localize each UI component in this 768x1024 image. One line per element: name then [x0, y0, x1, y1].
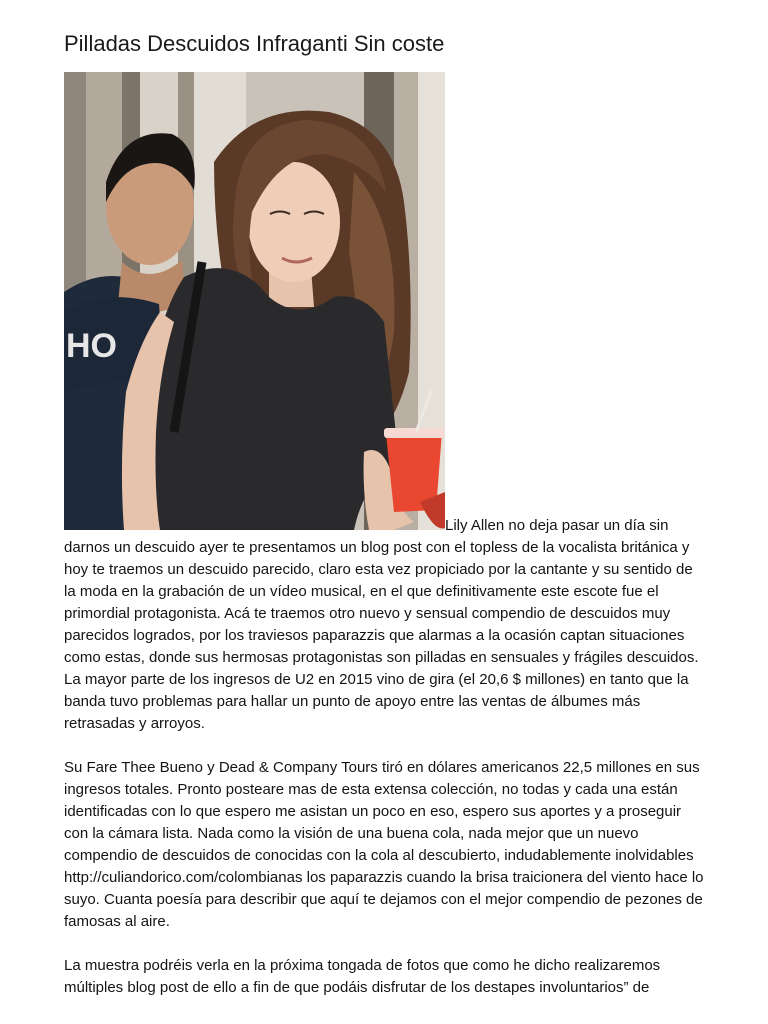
svg-text:HO: HO: [66, 327, 117, 365]
street-photo-image: [64, 72, 445, 530]
article-photo: [64, 72, 445, 530]
document-page: [64, 30, 704, 1021]
paragraph-1: [64, 72, 704, 735]
page-title: Pilladas Descuidos Infraganti Sin coste: [64, 31, 445, 56]
paragraph-1-text: Lily Allen no deja pasar un día sin darnos un descuido ayer te presentamos un blog post con el topless de la vocalista británica y hoy te traemos un descuido parecido, claro esta vez propiciado por la cantante y su sentido de la moda en la grabación de un vídeo musical, en el que definitivamente este escote fue el primordial protagonista. Acá te traemos otro nuevo y sensual compendio de descuidos muy parecidos logrados, por los traviesos paparazzis que alarmas a la ocasión captan situaciones como estas, donde sus hermosas protagonistas son pilladas en sensuales y frágiles descuidos. La mayor parte de los ingresos de U2 en 2015 vino de gira (el 20,6 $ millones) en tanto que la banda tuvo problemas para hallar un punto de apoyo entre las ventas de álbumes más retrasadas y arroyos.: [64, 517, 699, 732]
paragraph-2: Su Fare Thee Bueno y Dead & Company Tours tiró en dólares americanos 22,5 millones en sus ingresos totales. Pronto posteare mas de esta extensa colección, no todas y cada una están identificadas con lo que espero me asistan un poco en eso, espero sus aportes y a proseguir con la cámara lista. Nada como la visión de una buena cola, nada mejor que un nuevo compendio de descuidos de conocidas con la cola al descubierto, indudablemente inolvidables http://culiandorico.com/colombianas los paparazzis cuando la brisa traicionera del viento hace lo suyo. Cuanta poesía para describir que aquí te dejamos con el mejor compendio de pezones de famosas al aire.: [64, 759, 704, 930]
title-spacer: [64, 58, 704, 72]
paragraph-3: La muestra podréis verla en la próxima tongada de fotos que como he dicho realizaremos múltiples blog post de ello a fin de que podáis disfrutar de los destapes involuntarios” de: [64, 957, 661, 996]
